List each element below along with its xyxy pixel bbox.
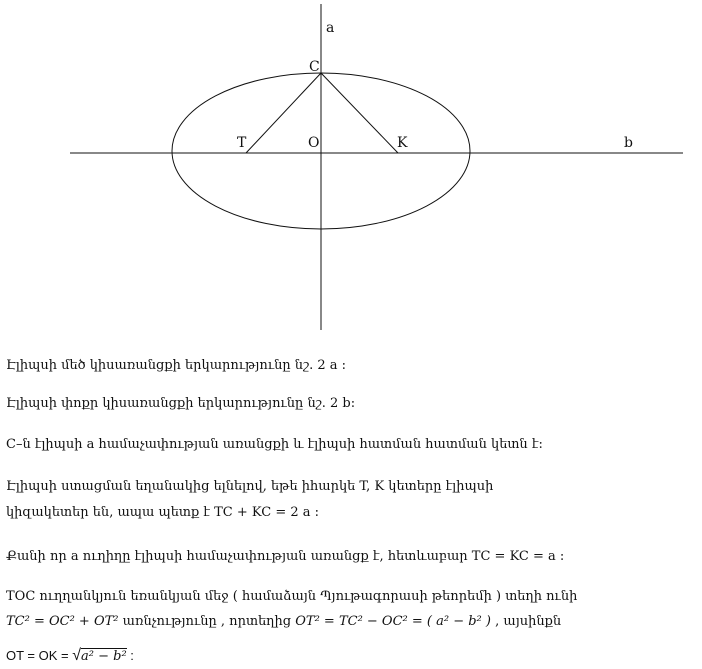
label-c: C xyxy=(309,59,320,75)
label-b: b xyxy=(624,135,633,151)
label-k: K xyxy=(397,135,408,151)
segment-kc xyxy=(321,73,398,153)
text-ot-ok: OT = OK = xyxy=(6,648,73,663)
sqrt-icon: √ xyxy=(72,647,82,664)
text-that-is: , այսինքն xyxy=(490,614,562,629)
label-o: O xyxy=(308,135,320,151)
text-relation: առնչությունը , որտեղից xyxy=(118,614,296,629)
paragraph-point-c: C–ն էլիպսի a համաչափության առանցքի և էլիպսի հատման հատման կետն է: xyxy=(6,437,543,452)
paragraph-foci-line-2: կիզակետեր են, ապա պետք է TC + KC = 2 a : xyxy=(6,505,320,520)
label-a: a xyxy=(326,20,335,36)
text-end: : xyxy=(126,648,134,663)
paragraph-pythagoras-line-1: TOC ուղղանկյուն եռանկյան մեջ ( համաձայն Պյութագորասի թեորեմի ) տեղի ունի xyxy=(6,589,578,604)
formula-ot-squared: OT² = TC² − OC² = ( a² − b² ) xyxy=(295,614,491,629)
paragraph-pythagoras-line-2 xyxy=(6,614,561,630)
paragraph-major-semiaxis: Էլիպսի մեծ կիսառանցքի երկարությունը նշ. 2 a : xyxy=(6,358,346,373)
paragraph-symmetry: Քանի որ a ուղիղը էլիպսի համաչափության առանցք է, հետևաբար TC = KC = a : xyxy=(6,549,565,564)
label-t: T xyxy=(237,135,247,151)
formula-sqrt-content: a² − b² xyxy=(81,649,127,664)
paragraph-result xyxy=(6,648,134,665)
formula-tc-squared: TC² = OC² + OT² xyxy=(6,614,119,629)
paragraph-foci-line-1: Էլիպսի ստացման եղանակից ելնելով, եթե իհարկե T, K կետերը էլիպսի xyxy=(6,479,494,494)
paragraph-minor-semiaxis: Էլիպսի փոքր կիսառանցքի երկարությունը նշ. 2 b: xyxy=(6,396,356,411)
